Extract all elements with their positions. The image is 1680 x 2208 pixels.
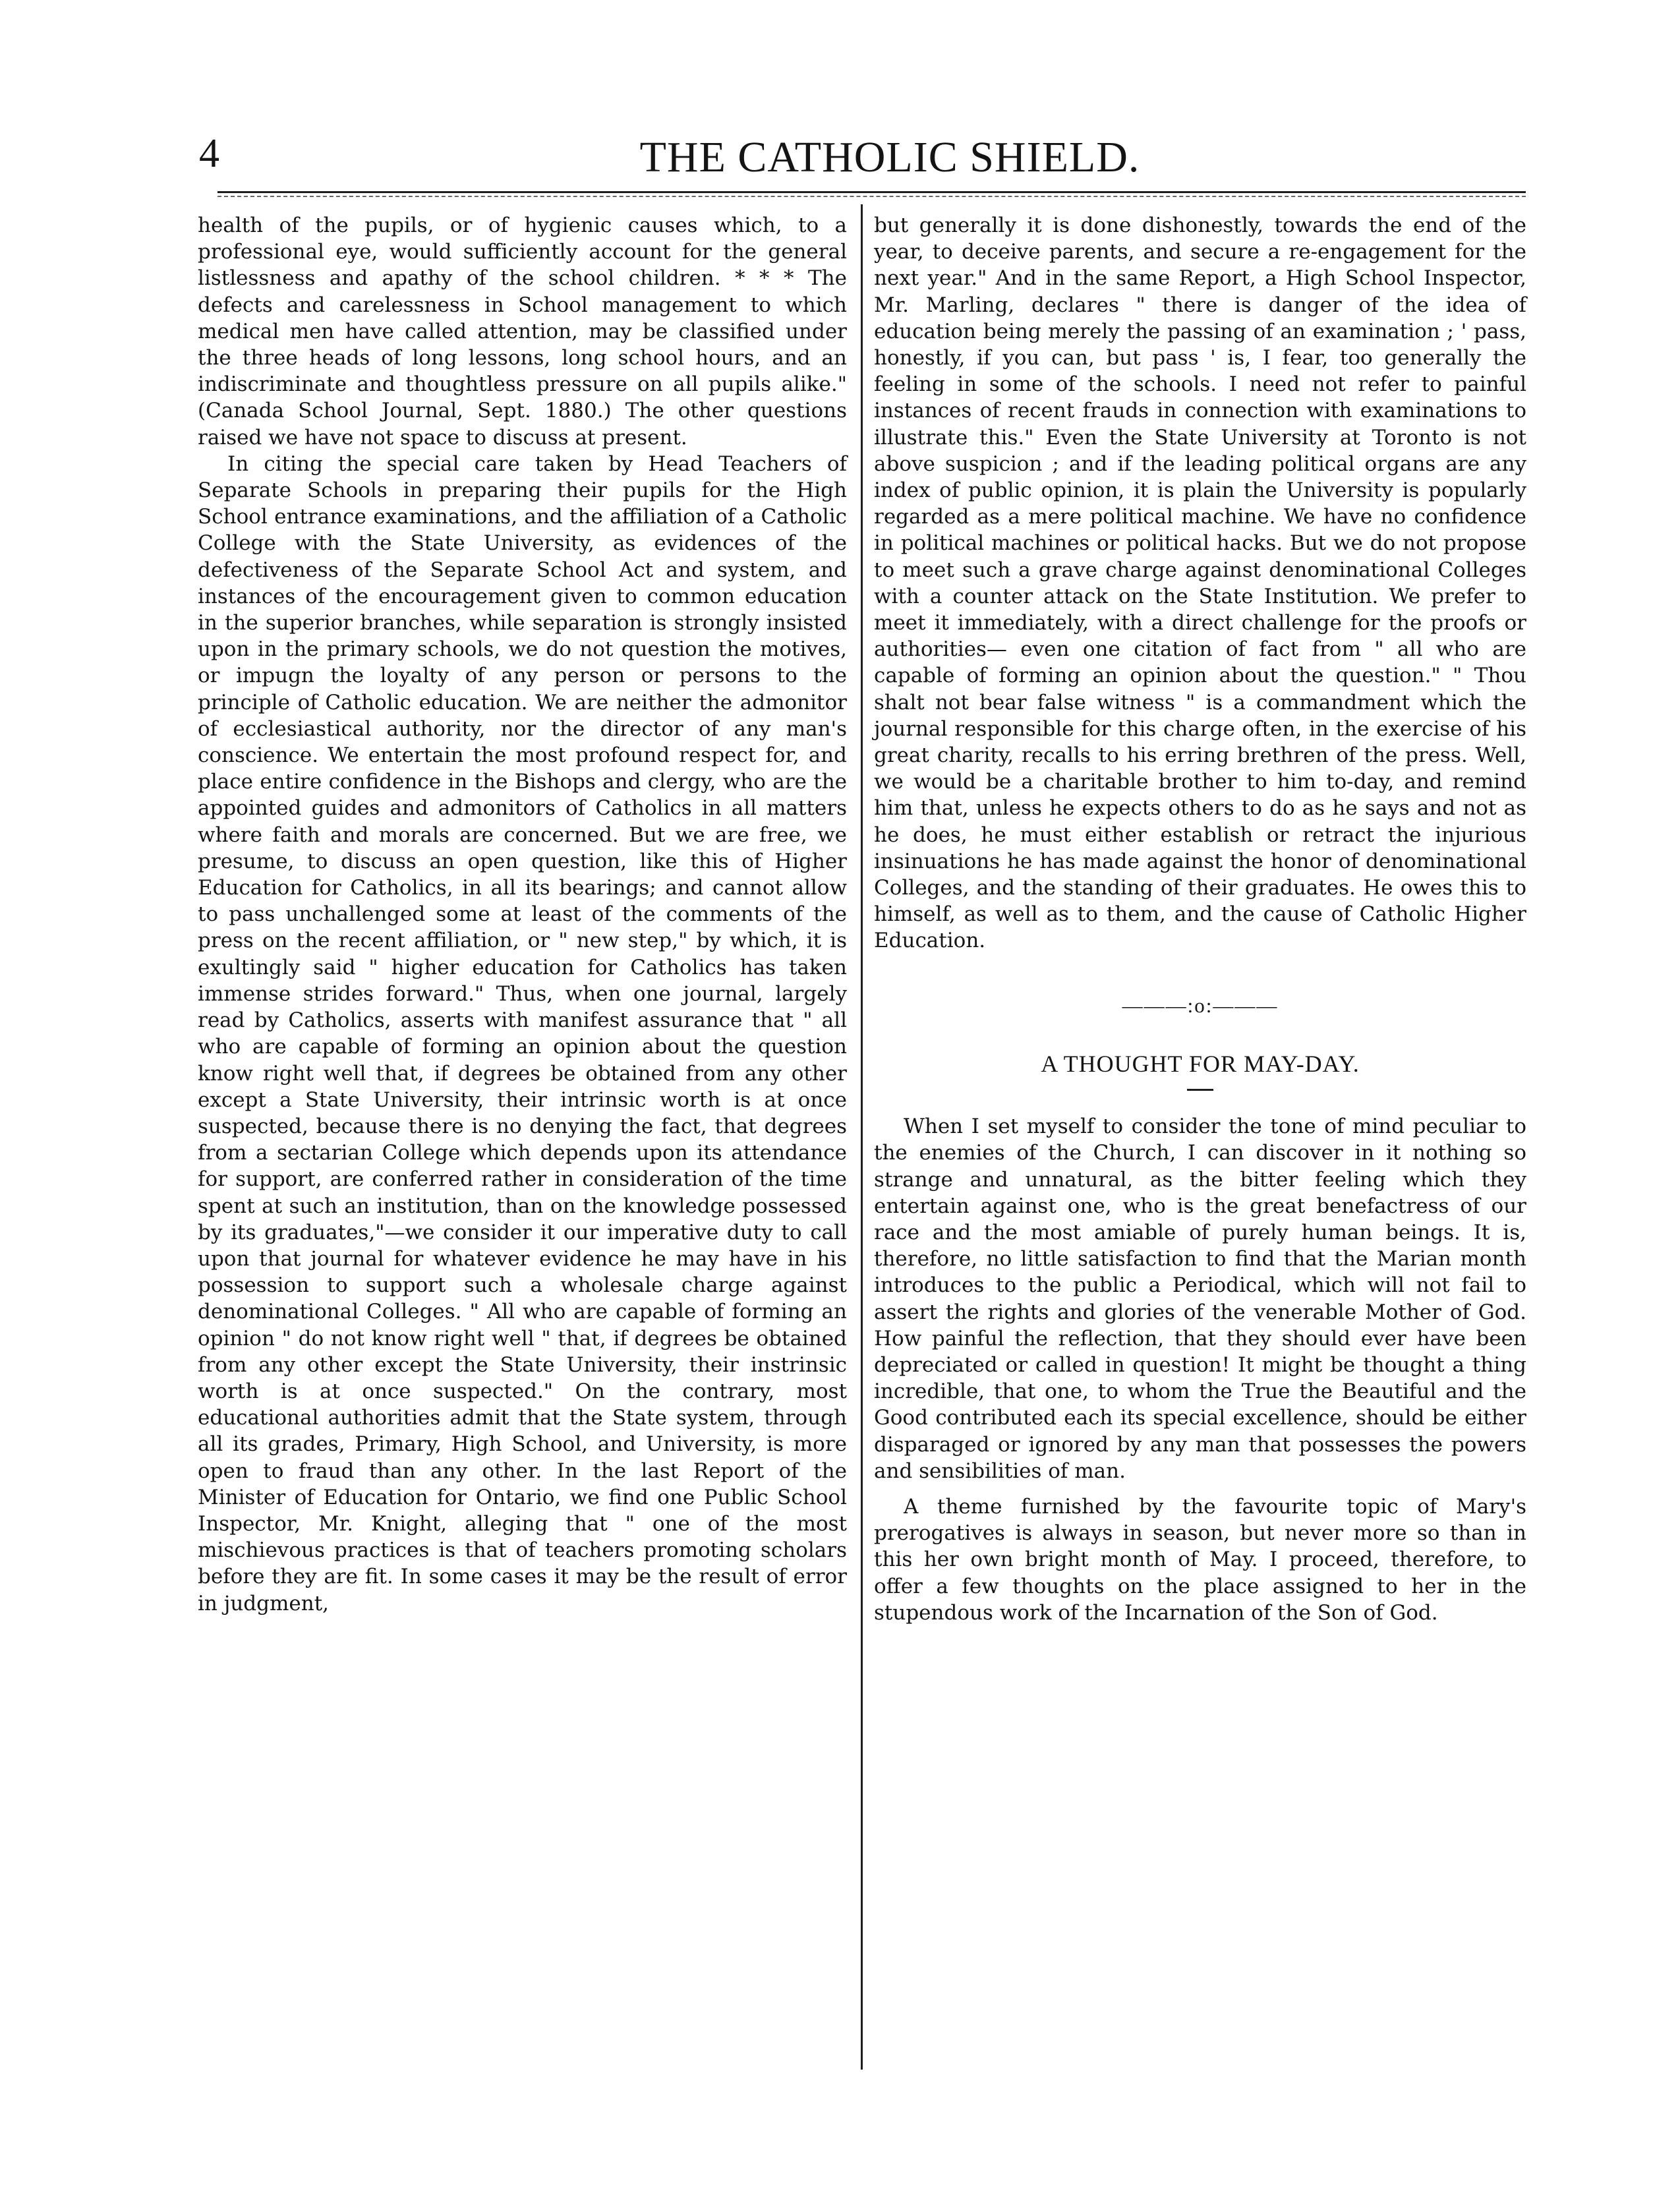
section-paragraph: A theme furnished by the favourite topic of Mary's prerogatives is always in season, but never more so than in this her own bright month of May. I proceed, therefore, to offer a few thoughts on the place assigned to her in the stupendous work of the Incarnation of the Son of God. [874,1494,1526,1625]
publication-title: THE CATHOLIC SHIELD. [639,133,1140,181]
section-separator: ———:o:——— [1122,993,1279,1017]
heading-rule [1187,1089,1213,1091]
header-rule-secondary [217,196,1526,197]
header-rule [217,191,1526,193]
right-column [874,212,1526,1626]
section-paragraph: When I set myself to consider the tone of mind peculiar to the enemies of the Church, I can discover in it nothing so strange and unnatural, as the bitter feeling which they entertain against one, who is the great benefactress of our race and the most amiable of purely human beings. It is, therefore, no little satisfaction to find that the Marian month introduces to the public a Periodical, which will not fail to assert the rights and glories of the venerable Mother of God. How painful the reflection, that they should ever have been depreciated or called in question! It might be thought a thing incredible, that one, to whom the True the Beautiful and the Good contributed each its special excellence, should be either disparaged or ignored by any man that possesses the powers and sensibilities of man. [874,1115,1526,1483]
left-paragraph-continued: health of the pupils, or of hygienic causes which, to a professional eye, would sufficiently account for the general listlessness and apathy of the school children. * * * The defects and carelessness in School management to which medical men have called attention, may be classified under the three heads of long lessons, long school hours, and an indiscriminate and thoughtless pressure on all pupils alike." (Canada School Journal, Sept. 1880.) The other questions raised we have not space to discuss at present. [198,214,847,450]
left-paragraph: In citing the special care taken by Head Teachers of Separate Schools in preparing their pupils for the High School entrance examinations, and the affiliation of a Catholic College with the State University, as evidences of the defectiveness of the Separate School Act and system, and instances of the encouragement given to common education in the superior branches, while separation is strongly insisted upon in the primary schools, we do not question the motives, or impugn the loyalty of any person or persons to the principle of Catholic education. We are neither the admonitor of ecclesiastical authority, nor the director of any man's conscience. We entertain the most profound respect for, and place entire confidence in the Bishops and clergy, who are the appointed guides and admonitors of Catholics in all matters where faith and morals are concerned. But we are free, we presume, to discuss an open question, like this of Higher Education for Catholics, in all its bearings; and cannot allow to pass unchallenged some at least of the comments of the press on the recent affiliation, or " new step," by which, it is exultingly said " higher education for Catholics has taken immense strides forward." Thus, when one journal, largely read by Catholics, asserts with manifest assurance that " all who are capable of forming an opinion about the question know right well that, if degrees be obtained from any other except a State University, their intrinsic worth is at once suspected, because there is no denying the fact, that degrees from a sectarian College which depends upon its attendance for support, are conferred rather in consideration of the time spent at such an institution, than on the knowledge possessed by its graduates,"—we consider it our imperative duty to call upon that journal for whatever evidence he may have in his possession to support such a wholesale charge against denominational Colleges. " All who are capable of forming an opinion " do not know right well " that, if degrees be obtained from any other except the State University, their instrinsic worth is at once suspected." On the contrary, most educational authorities admit that the State system, through all its grades, Primary, High School, and University, is more open to fraud than any other. In the last Report of the Minister of Education for Ontario, we find one Public School Inspector, Mr. Knight, alleging that " one of the most mischievous practices is that of teachers promoting scholars before they are fit. In some cases it may be the result of error in judgment, [198,451,847,1615]
right-paragraph-continued: but generally it is done dishonestly, towards the end of the year, to deceive parents, and secure a re-engagement for the next year." And in the same Report, a High School Inspector, Mr. Marling, declares " there is danger of the idea of education being merely the passing of an examination ; ' pass, honestly, if you can, but pass ' is, I fear, too generally the feeling in some of the schools. I need not refer to painful instances of recent frauds in connection with examinations to illustrate this." Even the State University at Toronto is not above suspicion ; and if the leading political organs are any index of public opinion, it is plain the University is popularly regarded as a mere political machine. We have no confidence in political machines or political hacks. But we do not propose to meet such a grave charge against denominational Colleges with a counter attack on the State Institution. We prefer to meet it immediately, with a direct challenge for the proofs or authorities— even one citation of fact from " all who are capable of forming an opinion about the question." " Thou shalt not bear false witness " is a commandment which the journal responsible for this charge often, in the exercise of his great charity, recalls to his erring brethren of the press. Well, we would be a charitable brother to him to-day, and remind him that, unless he expects others to do as he says and not as he does, he must either establish or retract the injurious insinuations he has made against the honor of denominational Colleges, and the standing of their graduates. He owes this to himself, as well as to them, and the cause of Catholic Higher Education. [874,214,1526,953]
section-heading: A THOUGHT FOR MAY-DAY. [1041,1050,1360,1077]
column-divider [861,204,863,2070]
left-column [198,212,847,1617]
page-number: 4 [199,131,219,176]
